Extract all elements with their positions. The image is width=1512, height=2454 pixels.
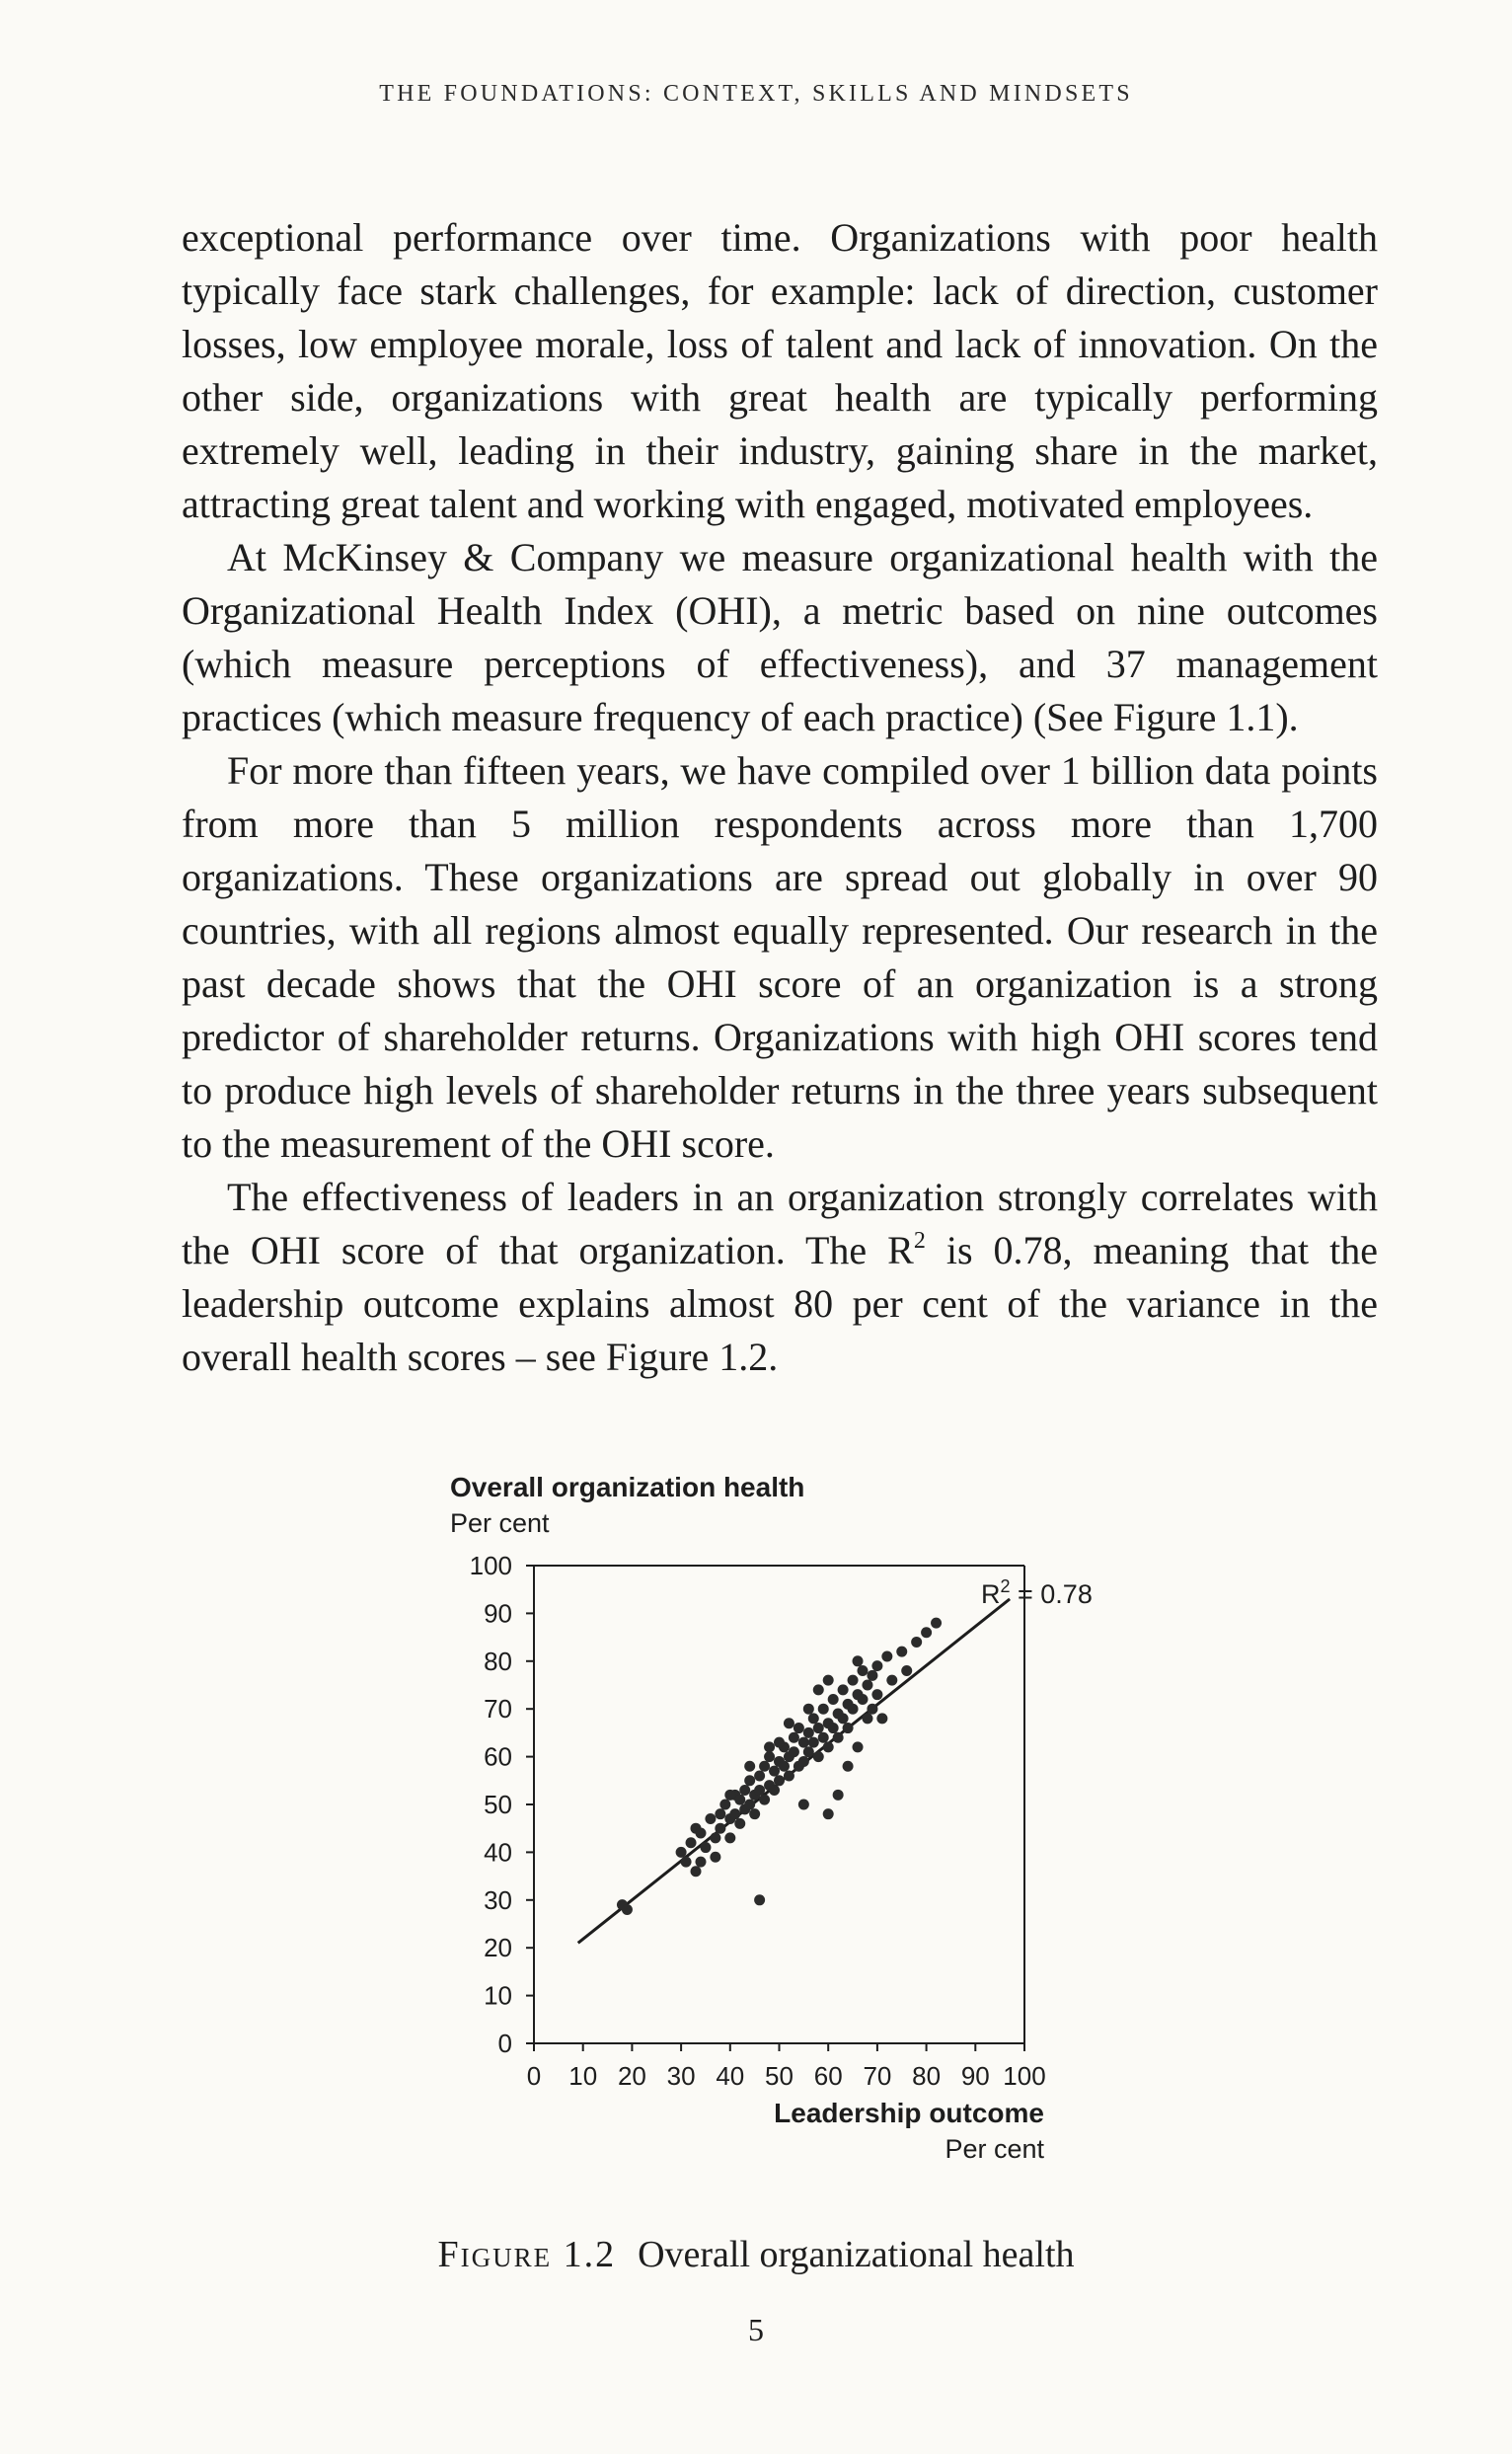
data-point: [843, 1761, 854, 1772]
y-tick-label: 40: [484, 1837, 512, 1868]
data-point: [798, 1800, 809, 1810]
y-tick-label: 50: [484, 1790, 512, 1819]
data-point: [784, 1718, 794, 1728]
data-point: [769, 1785, 780, 1796]
data-point: [705, 1813, 716, 1824]
data-point: [794, 1723, 804, 1733]
data-point: [886, 1675, 897, 1686]
data-point: [715, 1808, 725, 1819]
data-point: [774, 1775, 785, 1786]
body-text: [182, 211, 1378, 1384]
data-point: [838, 1713, 849, 1724]
data-point: [833, 1732, 844, 1743]
y-tick-label: 80: [484, 1646, 512, 1676]
x-tick-label: 30: [666, 2061, 696, 2091]
data-point: [789, 1732, 799, 1743]
data-point: [784, 1770, 794, 1781]
r-squared-letter: R: [981, 1579, 1001, 1609]
scatter-chart: [0, 1469, 1512, 2199]
data-point: [828, 1723, 839, 1733]
data-point: [774, 1737, 785, 1748]
x-axis-title: Leadership outcome: [774, 2098, 1044, 2128]
data-point: [724, 1790, 735, 1801]
paragraph-4: [182, 1171, 1378, 1384]
y-tick-label: 10: [484, 1980, 512, 2011]
y-tick-label: 60: [484, 1741, 512, 1772]
paragraph-2: At McKinsey & Company we measure organizational health with the Organizational Health Index (OHI), a metric based on nine outcomes (which measure perceptions of effectiveness), and 37 management practices (which measure frequency of each practice) (See Figure 1.1).: [182, 535, 1378, 739]
running-head: THE FOUNDATIONS: CONTEXT, SKILLS AND MINDSETS: [379, 81, 1133, 107]
data-point: [691, 1866, 702, 1877]
data-point: [734, 1795, 745, 1805]
data-point: [779, 1761, 790, 1772]
data-point: [744, 1761, 755, 1772]
data-point: [881, 1650, 892, 1661]
data-point: [764, 1751, 775, 1762]
data-point: [715, 1823, 725, 1834]
data-point: [808, 1713, 819, 1724]
data-point: [911, 1637, 922, 1648]
figure-caption: [0, 2233, 1512, 2276]
data-point: [803, 1746, 814, 1757]
x-tick-label: 70: [863, 2061, 892, 2091]
data-point: [833, 1790, 844, 1801]
data-point: [876, 1713, 887, 1724]
data-point: [896, 1647, 907, 1657]
figure-1-2: [0, 1469, 1512, 2199]
paragraph-4-before: The effectiveness of leaders in an organization strongly correlates with the OHI score of that organization. The R: [182, 1175, 1378, 1272]
data-point: [901, 1665, 912, 1676]
data-point: [867, 1670, 877, 1681]
data-point: [848, 1675, 859, 1686]
y-axis-title: Overall organization health: [450, 1472, 805, 1502]
data-point: [823, 1808, 834, 1819]
data-point: [813, 1751, 824, 1762]
x-tick-label: 90: [960, 2061, 990, 2091]
figure-caption-label: Figure 1.2: [437, 2234, 617, 2275]
r-squared-annotation: [981, 1576, 1093, 1609]
data-point: [862, 1713, 872, 1724]
data-point: [853, 1655, 864, 1666]
data-point: [931, 1618, 942, 1629]
data-point: [823, 1741, 834, 1752]
data-point: [798, 1756, 809, 1767]
data-point: [739, 1785, 750, 1796]
data-point: [744, 1775, 755, 1786]
data-point: [710, 1852, 720, 1863]
data-point: [749, 1808, 760, 1819]
data-point: [798, 1737, 809, 1748]
data-point: [813, 1723, 824, 1733]
x-tick-label: 20: [617, 2061, 646, 2091]
data-point: [759, 1761, 770, 1772]
y-tick-label: 30: [484, 1884, 512, 1915]
data-point: [724, 1832, 735, 1843]
x-tick-label: 100: [1003, 2061, 1046, 2091]
figure-caption-text: Overall organizational health: [638, 2234, 1075, 2275]
y-tick-label: 0: [497, 2029, 512, 2058]
data-point: [843, 1723, 854, 1733]
data-point: [681, 1857, 692, 1868]
trend-line: [578, 1599, 1010, 1943]
y-axis-unit: Per cent: [450, 1508, 550, 1538]
data-point: [729, 1808, 740, 1819]
data-point: [857, 1694, 868, 1705]
data-point: [823, 1675, 834, 1686]
paragraph-3: For more than fifteen years, we have compiled over 1 billion data points from more than 5 million respondents across more than 1,700 organizations. These organizations are spread out globally in over 90 countries, with all regions almost equally represented. Our research in the past decade shows that the OHI score of an organization is a strong predictor of shareholder returns. Organizations with high OHI scores tend to produce high levels of shareholder returns in the three years subsequent to the measurement of the OHI score.: [182, 748, 1378, 1166]
data-point: [686, 1837, 697, 1848]
data-point: [857, 1665, 868, 1676]
x-tick-label: 0: [526, 2061, 542, 2091]
data-point: [818, 1704, 829, 1715]
data-point: [838, 1684, 849, 1695]
data-point: [710, 1832, 720, 1843]
data-point: [808, 1737, 819, 1748]
data-point: [759, 1795, 770, 1805]
y-tick-label: 20: [484, 1933, 512, 1963]
data-point: [828, 1694, 839, 1705]
data-point: [744, 1800, 755, 1810]
paragraph-1: exceptional performance over time. Organizations with poor health typically face stark challenges, for example: lack of direction, customer losses, low employee morale, loss of talent and lack of innovation. On the other side, organizations with great health are typically performing extremely well, leading in their industry, gaining share in the market, attracting great talent and working with engaged, motivated employees.: [182, 215, 1378, 526]
page-number: 5: [748, 2312, 764, 2347]
data-point: [695, 1828, 706, 1839]
data-point: [754, 1785, 765, 1796]
data-point: [754, 1894, 765, 1905]
y-tick-label: 100: [469, 1551, 512, 1580]
data-point: [813, 1684, 824, 1695]
data-point: [622, 1904, 633, 1915]
data-point: [676, 1847, 687, 1858]
x-axis-unit: Per cent: [945, 2134, 1044, 2164]
data-point: [871, 1689, 882, 1700]
data-point: [764, 1741, 775, 1752]
data-point: [862, 1680, 872, 1691]
data-point: [754, 1770, 765, 1781]
r-squared-superscript: 2: [1000, 1576, 1011, 1596]
data-point: [695, 1857, 706, 1868]
data-point: [734, 1818, 745, 1829]
data-point: [867, 1704, 877, 1715]
x-tick-label: 10: [568, 2061, 598, 2091]
x-tick-label: 40: [716, 2061, 745, 2091]
data-point: [818, 1732, 829, 1743]
data-point: [871, 1660, 882, 1671]
data-point: [853, 1741, 864, 1752]
y-tick-label: 90: [484, 1598, 512, 1629]
paragraph-4-after: is 0.78, meaning that the leadership outcome explains almost 80 per cent of the variance in the overall health scores – see Figure 1.2.: [182, 1228, 1379, 1379]
data-point: [848, 1704, 859, 1715]
data-point: [921, 1627, 932, 1638]
data-point: [803, 1727, 814, 1738]
x-tick-label: 60: [813, 2061, 843, 2091]
y-tick-label: 70: [484, 1694, 512, 1725]
data-point: [803, 1704, 814, 1715]
r-squared-sup: 2: [913, 1227, 926, 1254]
r-squared-value: = 0.78: [1010, 1579, 1093, 1609]
data-point: [719, 1800, 730, 1810]
data-point: [789, 1746, 799, 1757]
x-tick-label: 80: [912, 2061, 942, 2091]
data-point: [700, 1842, 711, 1853]
data-point: [769, 1766, 780, 1777]
x-tick-label: 50: [765, 2061, 794, 2091]
